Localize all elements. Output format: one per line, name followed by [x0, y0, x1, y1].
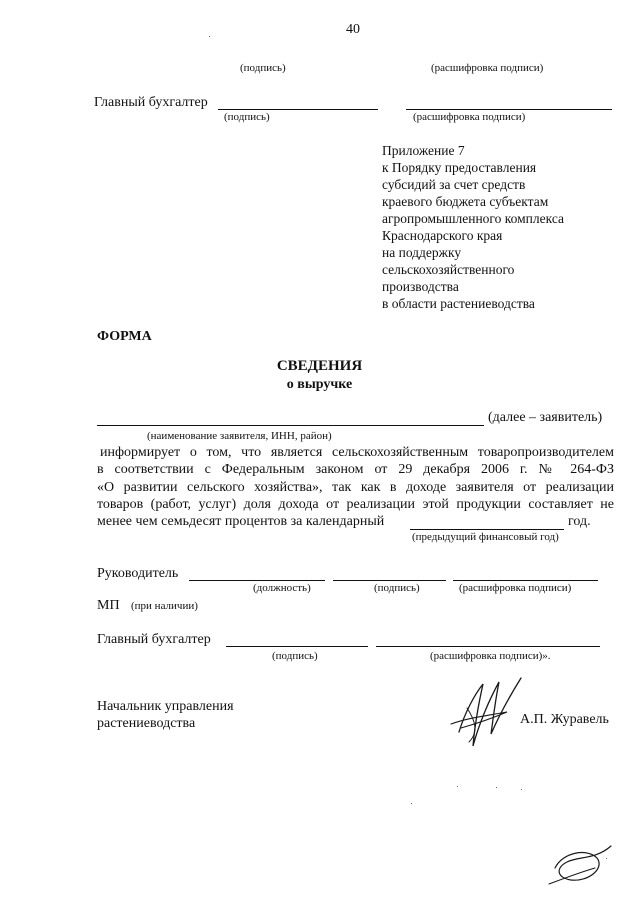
chief-accountant-top-decoding-caption: (расшифровка подписи) [413, 111, 526, 123]
chief-accountant-bottom-decoding-line [376, 646, 600, 647]
body-line-4: товаров (работ, услуг) доля дохода от реализации этой продукции составляет не [97, 497, 614, 512]
head-position-caption: (должность) [253, 582, 311, 594]
scan-speck [209, 36, 210, 37]
applicant-suffix: (далее – заявитель) [488, 410, 603, 425]
chief-accountant-bottom-signature-caption: (подпись) [272, 650, 318, 662]
year-caption: (предыдущий финансовый год) [412, 531, 559, 543]
chief-accountant-bottom-decoding-caption: (расшифровка подписи)». [430, 650, 551, 662]
chief-accountant-top-signature-caption: (подпись) [224, 111, 270, 123]
chief-accountant-top-decoding-line [406, 109, 612, 110]
footer-position-line-2: растениеводства [97, 716, 196, 731]
document-subtitle: о выручке [286, 377, 353, 392]
scan-speck [411, 803, 412, 804]
stamp-note: (при наличии) [131, 600, 198, 612]
head-decoding-caption: (расшифровка подписи) [459, 582, 572, 594]
body-line-2: в соответствии с Федеральным законом от 29 декабря 2006 г. № 264-ФЗ [97, 462, 614, 477]
scan-speck [457, 786, 458, 787]
appendix-line: на поддержку [382, 245, 462, 260]
page-number: 40 [346, 22, 360, 37]
appendix-line: субсидий за счет средств [382, 177, 526, 192]
appendix-line: производства [382, 279, 459, 294]
body-line-5: менее чем семьдесят процентов за календарный [97, 514, 385, 529]
footer-name: А.П. Журавель [520, 712, 609, 727]
chief-accountant-top-label: Главный бухгалтер [94, 95, 208, 110]
head-position-line [189, 580, 325, 581]
chief-accountant-top-signature-line [218, 109, 378, 110]
handwritten-signature [445, 672, 535, 754]
scan-speck [521, 789, 522, 790]
document-title: СВЕДЕНИЯ [276, 358, 363, 374]
scan-speck [606, 858, 607, 859]
body-line-1: информирует о том, что является сельскохозяйственным товаропроизводителем [100, 445, 614, 460]
chief-accountant-bottom-signature-line [226, 646, 368, 647]
top-signature-caption: (подпись) [240, 62, 286, 74]
body-year-suffix: год. [568, 514, 591, 529]
appendix-line: в области растениеводства [382, 296, 535, 311]
body-line-3: «О развитии сельского хозяйства», так как в доходе заявителя от реализации [97, 480, 614, 495]
head-signature-line [333, 580, 446, 581]
scan-speck [496, 787, 497, 788]
appendix-line: Краснодарского края [382, 228, 503, 243]
appendix-line: краевого бюджета субъектам [382, 194, 549, 209]
stamp-label: МП [97, 598, 120, 613]
applicant-name-line [97, 425, 484, 426]
appendix-line: Приложение 7 [382, 143, 465, 158]
footer-position-line-1: Начальник управления [97, 699, 234, 714]
year-line [410, 529, 564, 530]
appendix-line: к Порядку предоставления [382, 160, 537, 175]
head-signature-caption: (подпись) [374, 582, 420, 594]
form-label: ФОРМА [97, 329, 152, 344]
applicant-caption: (наименование заявителя, ИНН, район) [147, 430, 332, 442]
initials-mark [545, 838, 617, 890]
head-decoding-line [453, 580, 598, 581]
top-decoding-caption: (расшифровка подписи) [431, 62, 544, 74]
appendix-line: агропромышленного комплекса [382, 211, 564, 226]
head-label: Руководитель [97, 566, 179, 581]
appendix-line: сельскохозяйственного [382, 262, 515, 277]
chief-accountant-bottom-label: Главный бухгалтер [97, 632, 211, 647]
